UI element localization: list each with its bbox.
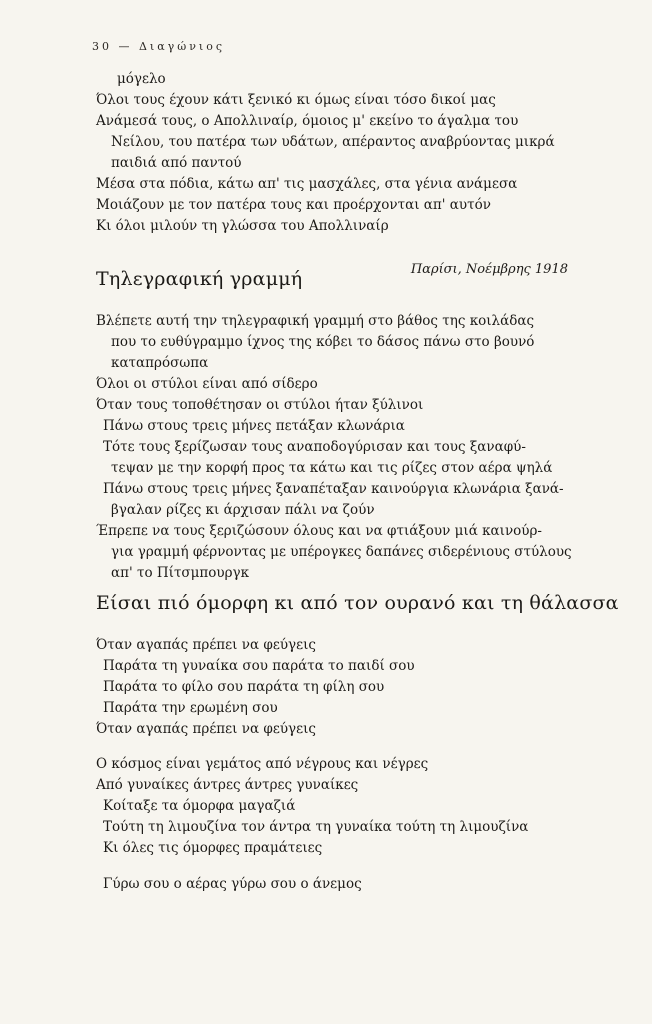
poem-line: για γραμμή φέρνοντας με υπέρογκες δαπάνες σιδερένιους στύλους: [111, 544, 572, 560]
poem-line: Από γυναίκες άντρες άντρες γυναίκες: [96, 777, 359, 793]
place-date-signature: Παρίσι, Νοέμβρης 1918: [410, 262, 568, 277]
poem-title: Τηλεγραφική γραμμή: [96, 268, 303, 290]
poem-line: Μέσα στα πόδια, κάτω απ' τις μασχάλες, στα γένια ανάμεσα: [96, 176, 518, 192]
running-head: 30 — Διαγώνιος: [92, 40, 226, 53]
poem-line: Νείλου, του πατέρα των υδάτων, απέραντος αναβρύοντας μικρά: [111, 134, 555, 150]
poem-line: τεψαν με την κορφή προς τα κάτω και τις ρίζες στον αέρα ψηλά: [111, 460, 553, 476]
poem-line: μόγελο: [117, 71, 166, 87]
poem-line: καταπρόσωπα: [111, 355, 209, 371]
poem-line: Πάνω στους τρεις μήνες πετάξαν κλωνάρια: [103, 418, 405, 434]
poem-line: Όταν αγαπάς πρέπει να φεύγεις: [96, 637, 316, 653]
poem-line: απ' το Πίτσμπουργκ: [111, 565, 250, 581]
poem-line: Παράτα τη γυναίκα σου παράτα το παιδί σου: [103, 658, 415, 674]
poem-line: Πάνω στους τρεις μήνες ξαναπέταξαν καινούργια κλωνάρια ξανά-: [103, 481, 564, 497]
poem-line: Τότε τους ξερίζωσαν τους αναποδογύρισαν και τους ξαναφύ-: [103, 439, 526, 455]
poem-line: Γύρω σου ο αέρας γύρω σου ο άνεμος: [103, 876, 362, 892]
poem-line: Μοιάζουν με τον πατέρα τους και προέρχονται απ' αυτόν: [96, 197, 491, 213]
poem-line: Όλοι τους έχουν κάτι ξενικό κι όμως είναι τόσο δικοί μας: [96, 92, 496, 108]
poem-line: Κι όλοι μιλούν τη γλώσσα του Απολλιναίρ: [96, 218, 389, 234]
poem-line: Παράτα την ερωμένη σου: [103, 700, 278, 716]
poem-line: Παράτα το φίλο σου παράτα τη φίλη σου: [103, 679, 385, 695]
poem-line: Ο κόσμος είναι γεμάτος από νέγρους και νέγρες: [96, 756, 429, 772]
poem-line: Κι όλες τις όμορφες πραμάτειες: [103, 840, 323, 856]
poem-line: βγαλαν ρίζες κι άρχισαν πάλι να ζούν: [111, 502, 375, 518]
poem-title: Είσαι πιό όμορφη κι από τον ουρανό και τη θάλασσα: [96, 592, 619, 614]
poem-line: παιδιά από παντού: [111, 155, 242, 171]
poem-line: Τούτη τη λιμουζίνα τον άντρα τη γυναίκα τούτη τη λιμουζίνα: [103, 819, 529, 835]
poem-line: Βλέπετε αυτή την τηλεγραφική γραμμή στο βάθος της κοιλάδας: [96, 313, 535, 329]
poem-line: Ανάμεσά τους, ο Απολλιναίρ, όμοιος μ' εκείνο το άγαλμα του: [96, 113, 519, 129]
poem-line: Έπρεπε να τους ξεριζώσουν όλους και να φτιάξουν μιά καινούρ-: [96, 523, 542, 539]
poem-line: Κοίταξε τα όμορφα μαγαζιά: [103, 798, 296, 814]
poem-line: Όταν τους τοποθέτησαν οι στύλοι ήταν ξύλινοι: [96, 397, 424, 413]
poem-line: Όλοι οι στύλοι είναι από σίδερο: [96, 376, 318, 392]
poem-line: Όταν αγαπάς πρέπει να φεύγεις: [96, 721, 316, 737]
poem-line: που το ευθύγραμμο ίχνος της κόβει το δάσος πάνω στο βουνό: [111, 334, 535, 350]
